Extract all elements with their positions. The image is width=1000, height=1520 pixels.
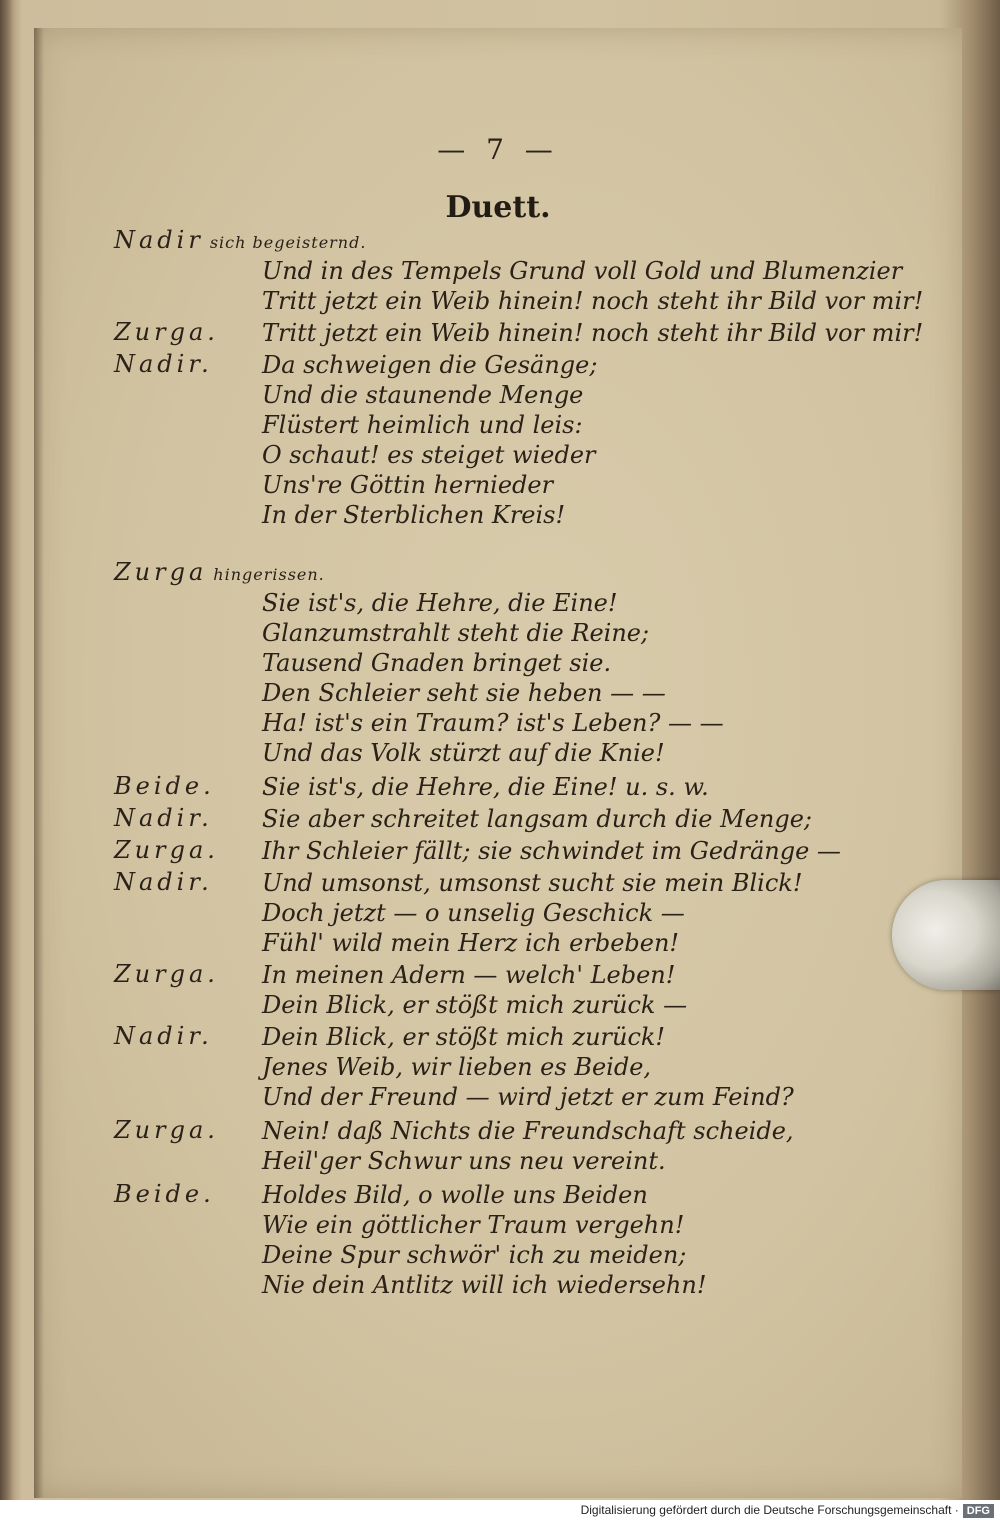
verse-lines bbox=[262, 318, 924, 348]
speaker-label bbox=[114, 1116, 219, 1144]
speaker-name: Zurga. bbox=[114, 1116, 219, 1144]
speaker-label bbox=[114, 1180, 215, 1208]
verse-lines bbox=[262, 1180, 862, 1300]
speaker-name: Nadir. bbox=[114, 1022, 213, 1050]
verse-lines bbox=[262, 1022, 862, 1112]
verse-line: Tausend Gnaden bringet sie. bbox=[262, 649, 612, 677]
speaker-label bbox=[114, 772, 215, 800]
book-gutter bbox=[34, 28, 44, 1498]
speaker-name: Nadir bbox=[114, 226, 204, 254]
verse-line: In der Sterblichen Kreis! bbox=[262, 501, 566, 529]
verse-line: Deine Spur schwör' ich zu meiden; bbox=[262, 1241, 687, 1269]
verse-lines bbox=[262, 588, 862, 768]
verse-line: Wie ein göttlicher Traum vergehn! bbox=[262, 1211, 685, 1239]
verse-line: Nie dein Antlitz will ich wiedersehn! bbox=[262, 1271, 707, 1299]
verse-line: In meinen Adern — welch' Leben! bbox=[262, 961, 676, 989]
speaker-label bbox=[114, 804, 213, 832]
verse-line: Und die staunende Menge bbox=[262, 381, 584, 409]
dfg-logo: DFG bbox=[963, 1504, 994, 1518]
verse-line: Ha! ist's ein Traum? ist's Leben? — — bbox=[262, 709, 724, 737]
speaker-name: Beide. bbox=[114, 1180, 215, 1208]
verse-line: Und der Freund — wird jetzt er zum Feind? bbox=[262, 1083, 794, 1111]
verse-line: Holdes Bild, o wolle uns Beiden bbox=[262, 1181, 648, 1209]
verse-line: Heil'ger Schwur uns neu vereint. bbox=[262, 1147, 666, 1175]
speaker-name: Zurga. bbox=[114, 960, 219, 988]
speaker-name: Zurga bbox=[114, 558, 208, 586]
verse-lines bbox=[262, 804, 862, 834]
digitization-footer bbox=[0, 1500, 1000, 1520]
verse-line: Und das Volk stürzt auf die Knie! bbox=[262, 739, 665, 767]
speaker-name: Zurga. bbox=[114, 836, 219, 864]
verse-lines bbox=[262, 1116, 862, 1176]
verse-line: Glanzumstrahlt steht die Reine; bbox=[262, 619, 650, 647]
stage-direction: sich begeisternd. bbox=[209, 233, 367, 252]
verse-line: Und in des Tempels Grund voll Gold und Blumenzier bbox=[262, 257, 903, 285]
verse-line: Ihr Schleier fällt; sie schwindet im Gedränge — bbox=[262, 837, 841, 865]
footer-text: Digitalisierung gefördert durch die Deutsche Forschungsgemeinschaft · bbox=[580, 1503, 959, 1517]
speaker-name: Zurga. bbox=[114, 318, 219, 346]
speaker-label bbox=[114, 318, 219, 346]
verse-line: Dein Blick, er stößt mich zurück — bbox=[262, 991, 688, 1019]
speaker-label bbox=[114, 226, 366, 254]
verse-line: Uns're Göttin hernieder bbox=[262, 471, 554, 499]
verse-line: Nein! daß Nichts die Freundschaft scheide, bbox=[262, 1117, 794, 1145]
verse-line: Da schweigen die Gesänge; bbox=[262, 351, 598, 379]
verse-line: Jenes Weib, wir lieben es Beide, bbox=[262, 1053, 652, 1081]
speaker-name: Nadir. bbox=[114, 350, 213, 378]
verse-line: O schaut! es steiget wieder bbox=[262, 441, 596, 469]
book-page bbox=[34, 28, 962, 1498]
page-number: — 7 — bbox=[437, 133, 559, 166]
speaker-label bbox=[114, 836, 219, 864]
verse-lines bbox=[262, 836, 862, 866]
speaker-label bbox=[114, 558, 325, 586]
verse-line: Tritt jetzt ein Weib hinein! noch steht ihr Bild vor mir! bbox=[262, 287, 924, 315]
verse-line: Den Schleier seht sie heben — — bbox=[262, 679, 666, 707]
stage-direction: hingerissen. bbox=[213, 565, 325, 584]
verse-lines bbox=[262, 256, 924, 316]
verse-lines bbox=[262, 868, 862, 958]
verse-lines bbox=[262, 350, 862, 530]
verse-lines bbox=[262, 960, 862, 1020]
verse-line: Und umsonst, umsonst sucht sie mein Blick! bbox=[262, 869, 803, 897]
verse-lines bbox=[262, 772, 862, 802]
speaker-label bbox=[114, 868, 213, 896]
speaker-label bbox=[114, 960, 219, 988]
verse-line: Fühl' wild mein Herz ich erbeben! bbox=[262, 929, 680, 957]
verse-line: Flüstert heimlich und leis: bbox=[262, 411, 583, 439]
speaker-label bbox=[114, 350, 213, 378]
verse-line: Dein Blick, er stößt mich zurück! bbox=[262, 1023, 666, 1051]
verse-line: Sie ist's, die Hehre, die Eine! u. s. w. bbox=[262, 773, 709, 801]
verse-line: Tritt jetzt ein Weib hinein! noch steht ihr Bild vor mir! bbox=[262, 319, 924, 347]
speaker-name: Beide. bbox=[114, 772, 215, 800]
verse-line: Sie ist's, die Hehre, die Eine! bbox=[262, 589, 618, 617]
speaker-name: Nadir. bbox=[114, 804, 213, 832]
speaker-name: Nadir. bbox=[114, 868, 213, 896]
verse-line: Sie aber schreitet langsam durch die Menge; bbox=[262, 805, 813, 833]
section-heading: Duett. bbox=[445, 190, 551, 225]
verse-line: Doch jetzt — o unselig Geschick — bbox=[262, 899, 685, 927]
page-clip-holder bbox=[892, 880, 1000, 990]
speaker-label bbox=[114, 1022, 213, 1050]
